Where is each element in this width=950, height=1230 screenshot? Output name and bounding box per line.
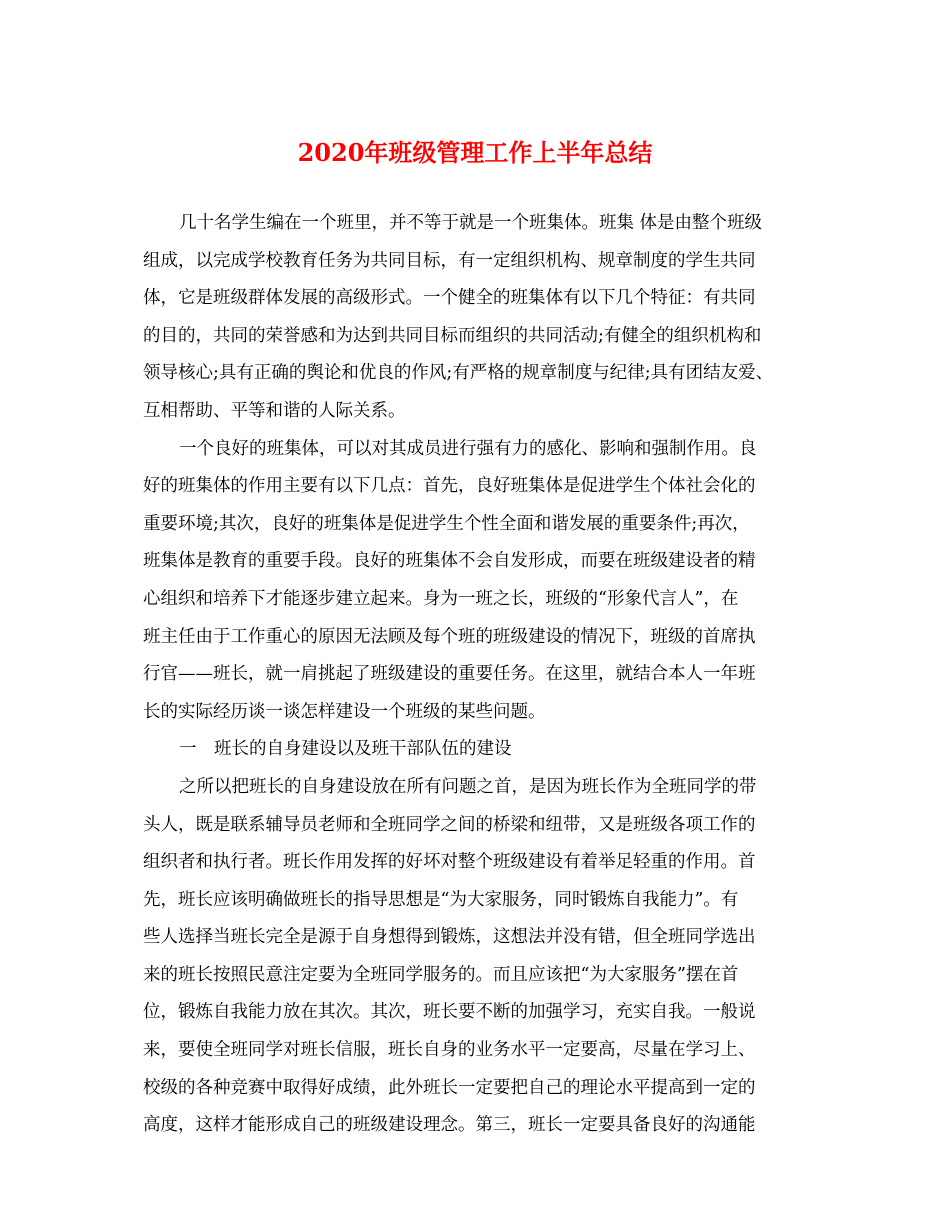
paragraph-2-line-6: 班主任由于工作重心的原因无法顾及每个班的班级建设的情况下，班级的首席执 [143, 626, 756, 647]
paragraph-1-line-1: 几十名学生编在一个班里，并不等于就是一个班集体。班集 体是由整个班级 [179, 213, 763, 233]
paragraph-2-line-7: 行官——班长，就一肩挑起了班级建设的重要任务。在这里，就结合本人一年班 [143, 664, 756, 685]
paragraph-3-line-4: 先，班长应该明确做班长的指导思想是“为大家服务，同时锻炼自我能力”。有 [143, 889, 739, 910]
paragraph-3-line-2: 头人，既是联系辅导员老师和全班同学之间的桥梁和纽带，又是班级各项工作的 [143, 814, 756, 835]
paragraph-1-line-3: 体，它是班级群体发展的高级形式。一个健全的班集体有以下几个特征：有共同 [143, 288, 756, 309]
paragraph-3-line-7: 位，锻炼自我能力放在其次。其次，班长要不断的加强学习，充实自我。一般说 [143, 1002, 756, 1023]
paragraph-3-line-1: 之所以把班长的自身建设放在所有问题之首，是因为班长作为全班同学的带 [179, 776, 757, 797]
paragraph-2-line-5: 心组织和培养下才能逐步建立起来。身为一班之长，班级的“形象代言人”，在 [143, 588, 739, 609]
document-body [143, 205, 823, 1145]
paragraph-2-line-3: 重要环境;其次，良好的班集体是促进学生个性全面和谐发展的重要条件;再次， [143, 513, 750, 534]
paragraph-2-line-8: 长的实际经历谈一谈怎样建设一个班级的某些问题。 [143, 701, 546, 722]
paragraph-2-line-1: 一个良好的班集体，可以对其成员进行强有力的感化、影响和强制作用。良 [179, 438, 757, 459]
paragraph-2-line-4: 班集体是教育的重要手段。良好的班集体不会自发形成，而要在班级建设者的精 [143, 551, 756, 572]
paragraph-3-line-6: 来的班长按照民意注定要为全班同学服务的。而且应该把“为大家服务”摆在首 [143, 964, 739, 985]
paragraph-3-line-5: 些人选择当班长完全是源于自身想得到锻炼，这想法并没有错，但全班同学选出 [143, 927, 756, 948]
paragraph-1-line-5: 领导核心;具有正确的舆论和优良的作风;有严格的规章制度与纪律;具有团结友爱、 [143, 363, 774, 384]
paragraph-2-line-2: 好的班集体的作用主要有以下几点：首先，良好班集体是促进学生个体社会化的 [143, 476, 756, 497]
paragraph-1-line-6: 互相帮助、平等和谐的人际关系。 [143, 400, 406, 421]
document-title: 2020年班级管理工作上半年总结 [297, 138, 653, 167]
paragraph-3-line-10: 高度，这样才能形成自己的班级建设理念。第三，班长一定要具备良好的沟通能 [143, 1115, 756, 1136]
paragraph-3-line-3: 组织者和执行者。班长作用发挥的好坏对整个班级建设有着举足轻重的作用。首 [143, 852, 756, 873]
paragraph-3-line-9: 校级的各种竞赛中取得好成绩，此外班长一定要把自己的理论水平提高到一定的 [143, 1077, 756, 1098]
paragraph-3-line-8: 来，要使全班同学对班长信服，班长自身的业务水平一定要高，尽量在学习上、 [143, 1040, 756, 1061]
paragraph-1-line-2: 组成，以完成学校教育任务为共同目标，有一定组织机构、规章制度的学生共同 [143, 250, 756, 271]
paragraph-1-line-4: 的目的，共同的荣誉感和为达到共同目标而组织的共同活动;有健全的组织机构和 [143, 325, 762, 346]
section-heading: 一 班长的自身建设以及班干部队伍的建设 [179, 739, 512, 760]
